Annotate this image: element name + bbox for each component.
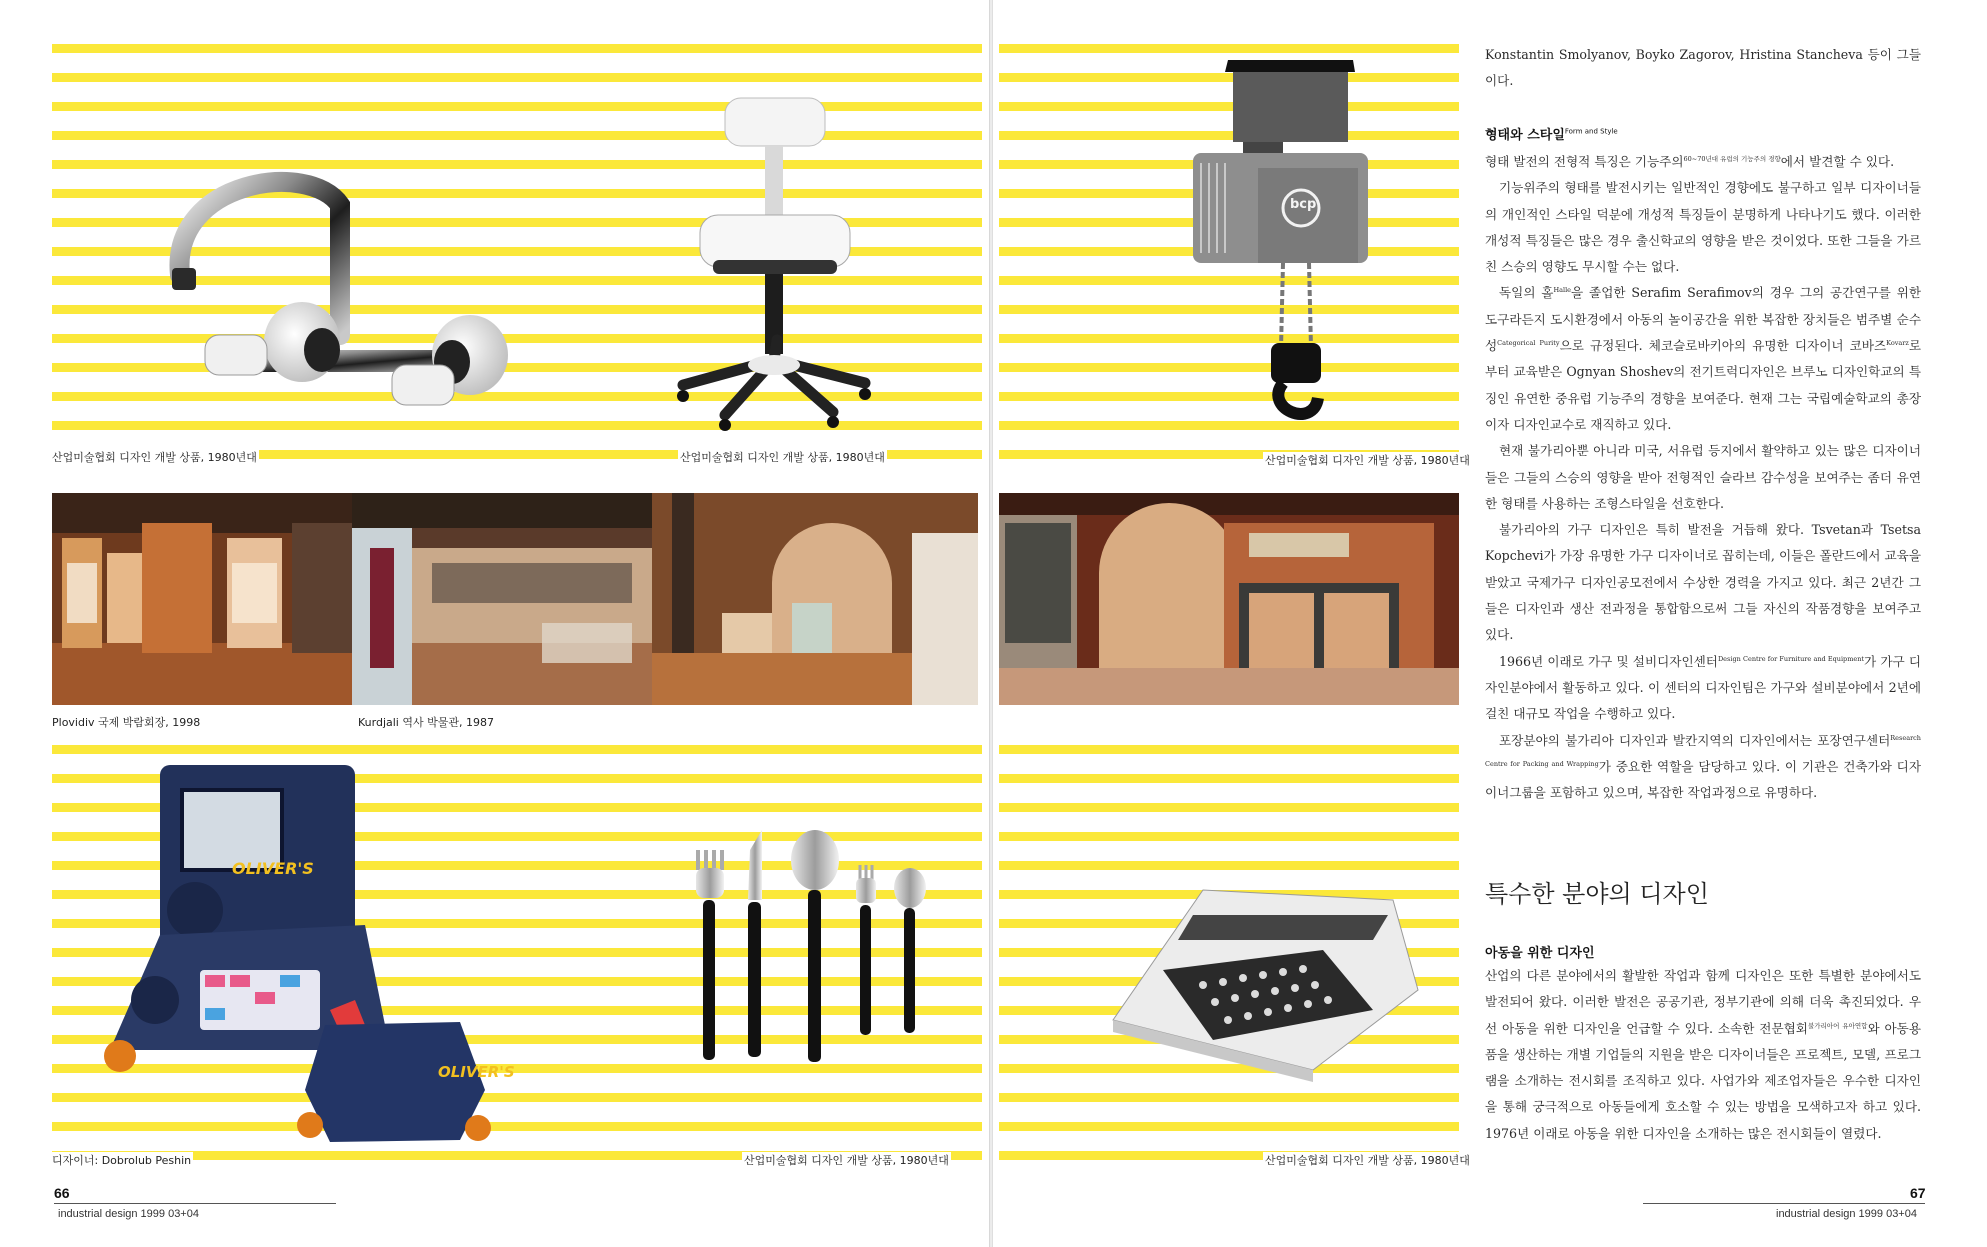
child-text-a: 산업의 다른 분야에서의 활발한 작업과 함께 디자인은 또한 특별한 분야에서도 발전되어 왔다. 이러한 발전은 공공기관, 정부기관에 의해 더욱 촉진되었다. 우선 아동을 위한 디자인을 언급할 수 있다. 소속한 전문협회	[1485, 968, 1921, 1036]
form-paragraph-7	[1485, 728, 1921, 807]
form-p3-text-c: 으로 규정된다. 체코슬로바키아의 유명한 디자이너 코바즈	[1559, 338, 1887, 354]
form-style-heading-text: 형태와 스타일	[1485, 128, 1565, 143]
child-sup: 불가리아어 유아연합	[1807, 1021, 1868, 1030]
kurdjali-museum-photo-1	[352, 493, 652, 705]
left-page	[0, 0, 990, 1247]
form-p3-text-b: 을 졸업한 Serafim Serafimov의 경우 그의 공간연구를 위한 도구라든지 도시환경에서 아동의 놀이공간을 위한 복잡한 장치들은 범주별 순수성	[1485, 285, 1921, 354]
electric-hoist-photo	[1183, 58, 1403, 430]
intro-text: Konstantin Smolyanov, Boyko Zagorov, Hristina Stancheva 등이 그들이다.	[1485, 47, 1921, 89]
form-p7-text-b: 가 중요한 역할을 담당하고 있다. 이 기관은 건축가와 디자이너그룹을 포함하고 있으며, 복잡한 작업과정으로 유명하다.	[1485, 758, 1921, 801]
form-p3-sup-3: Kovarz	[1886, 338, 1909, 347]
caption-faucet: 산업미술협회 디자인 개발 상품, 1980년대	[52, 451, 257, 464]
child-text-b: 와 아동용품을 생산하는 개별 기업들의 지원을 받은 디자이너들은 프로젝트, 모델, 프로그램을 소개하는 전시회를 조직하고 있다. 사업가와 제조업자들은 우수한 디자인을 통해 궁극적으로 아동들에게 호소할 수 있는 방법을 모색하고자 하고 있다. 1976년 이래로 아동을 위한 디자인을 소개하는 많은 전시회들이 열렸다.	[1485, 1020, 1921, 1141]
form-p3-text-a: 독일의 홀	[1499, 285, 1554, 301]
form-paragraph-4: 현재 불가리아뿐 아니라 미국, 서유럽 등지에서 활약하고 있는 많은 디자이너들은 그들의 스승의 영향을 받아 전형적인 슬라브 감수성을 보여주는 좀더 유연한 형태를 사용하는 조형스타일을 선호한다.	[1485, 443, 1921, 511]
chair-photo	[665, 90, 885, 440]
page-number-right: 67	[1910, 1185, 1926, 1201]
caption-plovdiv: Plovidiv 국제 박람회장, 1998	[52, 716, 201, 729]
child-design-heading: 아동을 위한 디자인	[1485, 946, 1595, 961]
form-paragraph-5: 불가리아의 가구 디자인은 특히 발전을 거듭해 왔다. Tsvetan과 Tsetsa Kopchevi가 가장 유명한 가구 디자이너로 꼽히는데, 이들은 폴란드에서 교육을 받았고 국제가구 디자인공모전에서 수상한 경력을 가지고 있다. 최근 2년간 그들은 디자인과 생산 전과정을 통합함으로써 그들 자신의 작품경향을 보여주고 있다.	[1485, 522, 1921, 643]
form-p7-sup: Research Centre for Packing and Wrapping	[1485, 733, 1921, 768]
form-p7-text-a: 포장분야의 불가리아 디자인과 발칸지역의 디자인에서는 포장연구센터	[1499, 732, 1891, 748]
child-design-body	[1485, 963, 1921, 1147]
childrens-computer-photo	[100, 760, 590, 1150]
form-style-heading	[1485, 124, 1618, 143]
footer-right: industrial design 1999 03+04	[1776, 1208, 1917, 1220]
form-style-heading-sup: Form and Style	[1564, 127, 1618, 136]
form-p1-text-b: 에서 발견할 수 있다.	[1780, 154, 1895, 169]
plovdiv-exhibition-photo	[52, 493, 352, 705]
caption-hoist: 산업미술협회 디자인 개발 상품, 1980년대	[1265, 454, 1470, 467]
section-title: 특수한 분야의 디자인	[1485, 880, 1709, 908]
form-p3-text-d: 로 부터 교육받은 Ognyan Shoshev의 전기트럭디자인은 브루노 디자인학교의 특징인 유연한 중유럽 기능주의 경향을 보여준다. 현재 그는 국립예술학교의 총장이자 디자인교수로 재직하고 있다.	[1485, 338, 1922, 432]
form-p3-sup-2: Categorical Purity	[1497, 338, 1560, 347]
form-p1-sup: 60~70년대 유럽의 기능주의 경향	[1683, 154, 1781, 163]
product-brand-label-upper: OLIVER'S	[232, 859, 314, 878]
form-paragraph-2: 기능위주의 형태를 발전시키는 일반적인 경향에도 불구하고 일부 디자이너들의 개인적인 스타일 덕분에 개성적 특징들이 분명하게 나타나기도 했다. 이러한 개성적 특징들은 많은 경우 출신학교의 영향을 받은 것이었다. 또한 그들을 가르친 스승의 영향도 무시할 수는 없다.	[1485, 180, 1921, 275]
right-page	[993, 0, 1987, 1247]
form-p6-sup: Design Centre for Furniture and Equipment	[1717, 654, 1865, 663]
form-p6-text-a: 1966년 이래로 가구 및 설비디자인센터	[1499, 653, 1718, 669]
caption-chair: 산업미술협회 디자인 개발 상품, 1980년대	[680, 451, 885, 464]
footer-left: industrial design 1999 03+04	[58, 1208, 199, 1220]
product-brand-label-lower: OLIVER'S	[438, 1063, 515, 1081]
form-p1-text-a: 형태 발전의 전형적 특징은 기능주의	[1485, 154, 1684, 169]
caption-typewriter: 산업미술협회 디자인 개발 상품, 1980년대	[1265, 1154, 1470, 1167]
form-paragraph-3	[1485, 280, 1921, 438]
intro-paragraph	[1485, 42, 1921, 95]
page-number-left: 66	[54, 1185, 70, 1201]
cutlery-photo	[690, 830, 960, 1070]
museum-entrance-photo	[999, 493, 1459, 705]
caption-kurdjali: Kurdjali 역사 박물관, 1987	[358, 716, 494, 729]
faucet-photo	[160, 160, 540, 420]
typewriter-photo	[1103, 870, 1423, 1085]
child-paragraph	[1485, 963, 1921, 1147]
footer-rule-right	[1643, 1203, 1925, 1204]
kurdjali-museum-photo-2	[652, 493, 978, 705]
form-p6-text-b: 가 가구 디자인분야에서 활동하고 있다. 이 센터의 디자인팀은 가구와 설비분야에서 2년에 걸친 대규모 작업을 수행하고 있다.	[1485, 653, 1921, 722]
form-p3-sup-1: Halle	[1553, 286, 1572, 295]
form-paragraph-1	[1485, 149, 1921, 175]
hoist-logo: bcp	[1290, 197, 1317, 212]
caption-cutlery: 산업미술협회 디자인 개발 상품, 1980년대	[744, 1154, 949, 1167]
form-style-body	[1485, 149, 1921, 806]
caption-designer: 디자이너: Dobrolub Peshin	[52, 1154, 192, 1167]
form-paragraph-6	[1485, 649, 1921, 728]
footer-rule-left	[54, 1203, 336, 1204]
